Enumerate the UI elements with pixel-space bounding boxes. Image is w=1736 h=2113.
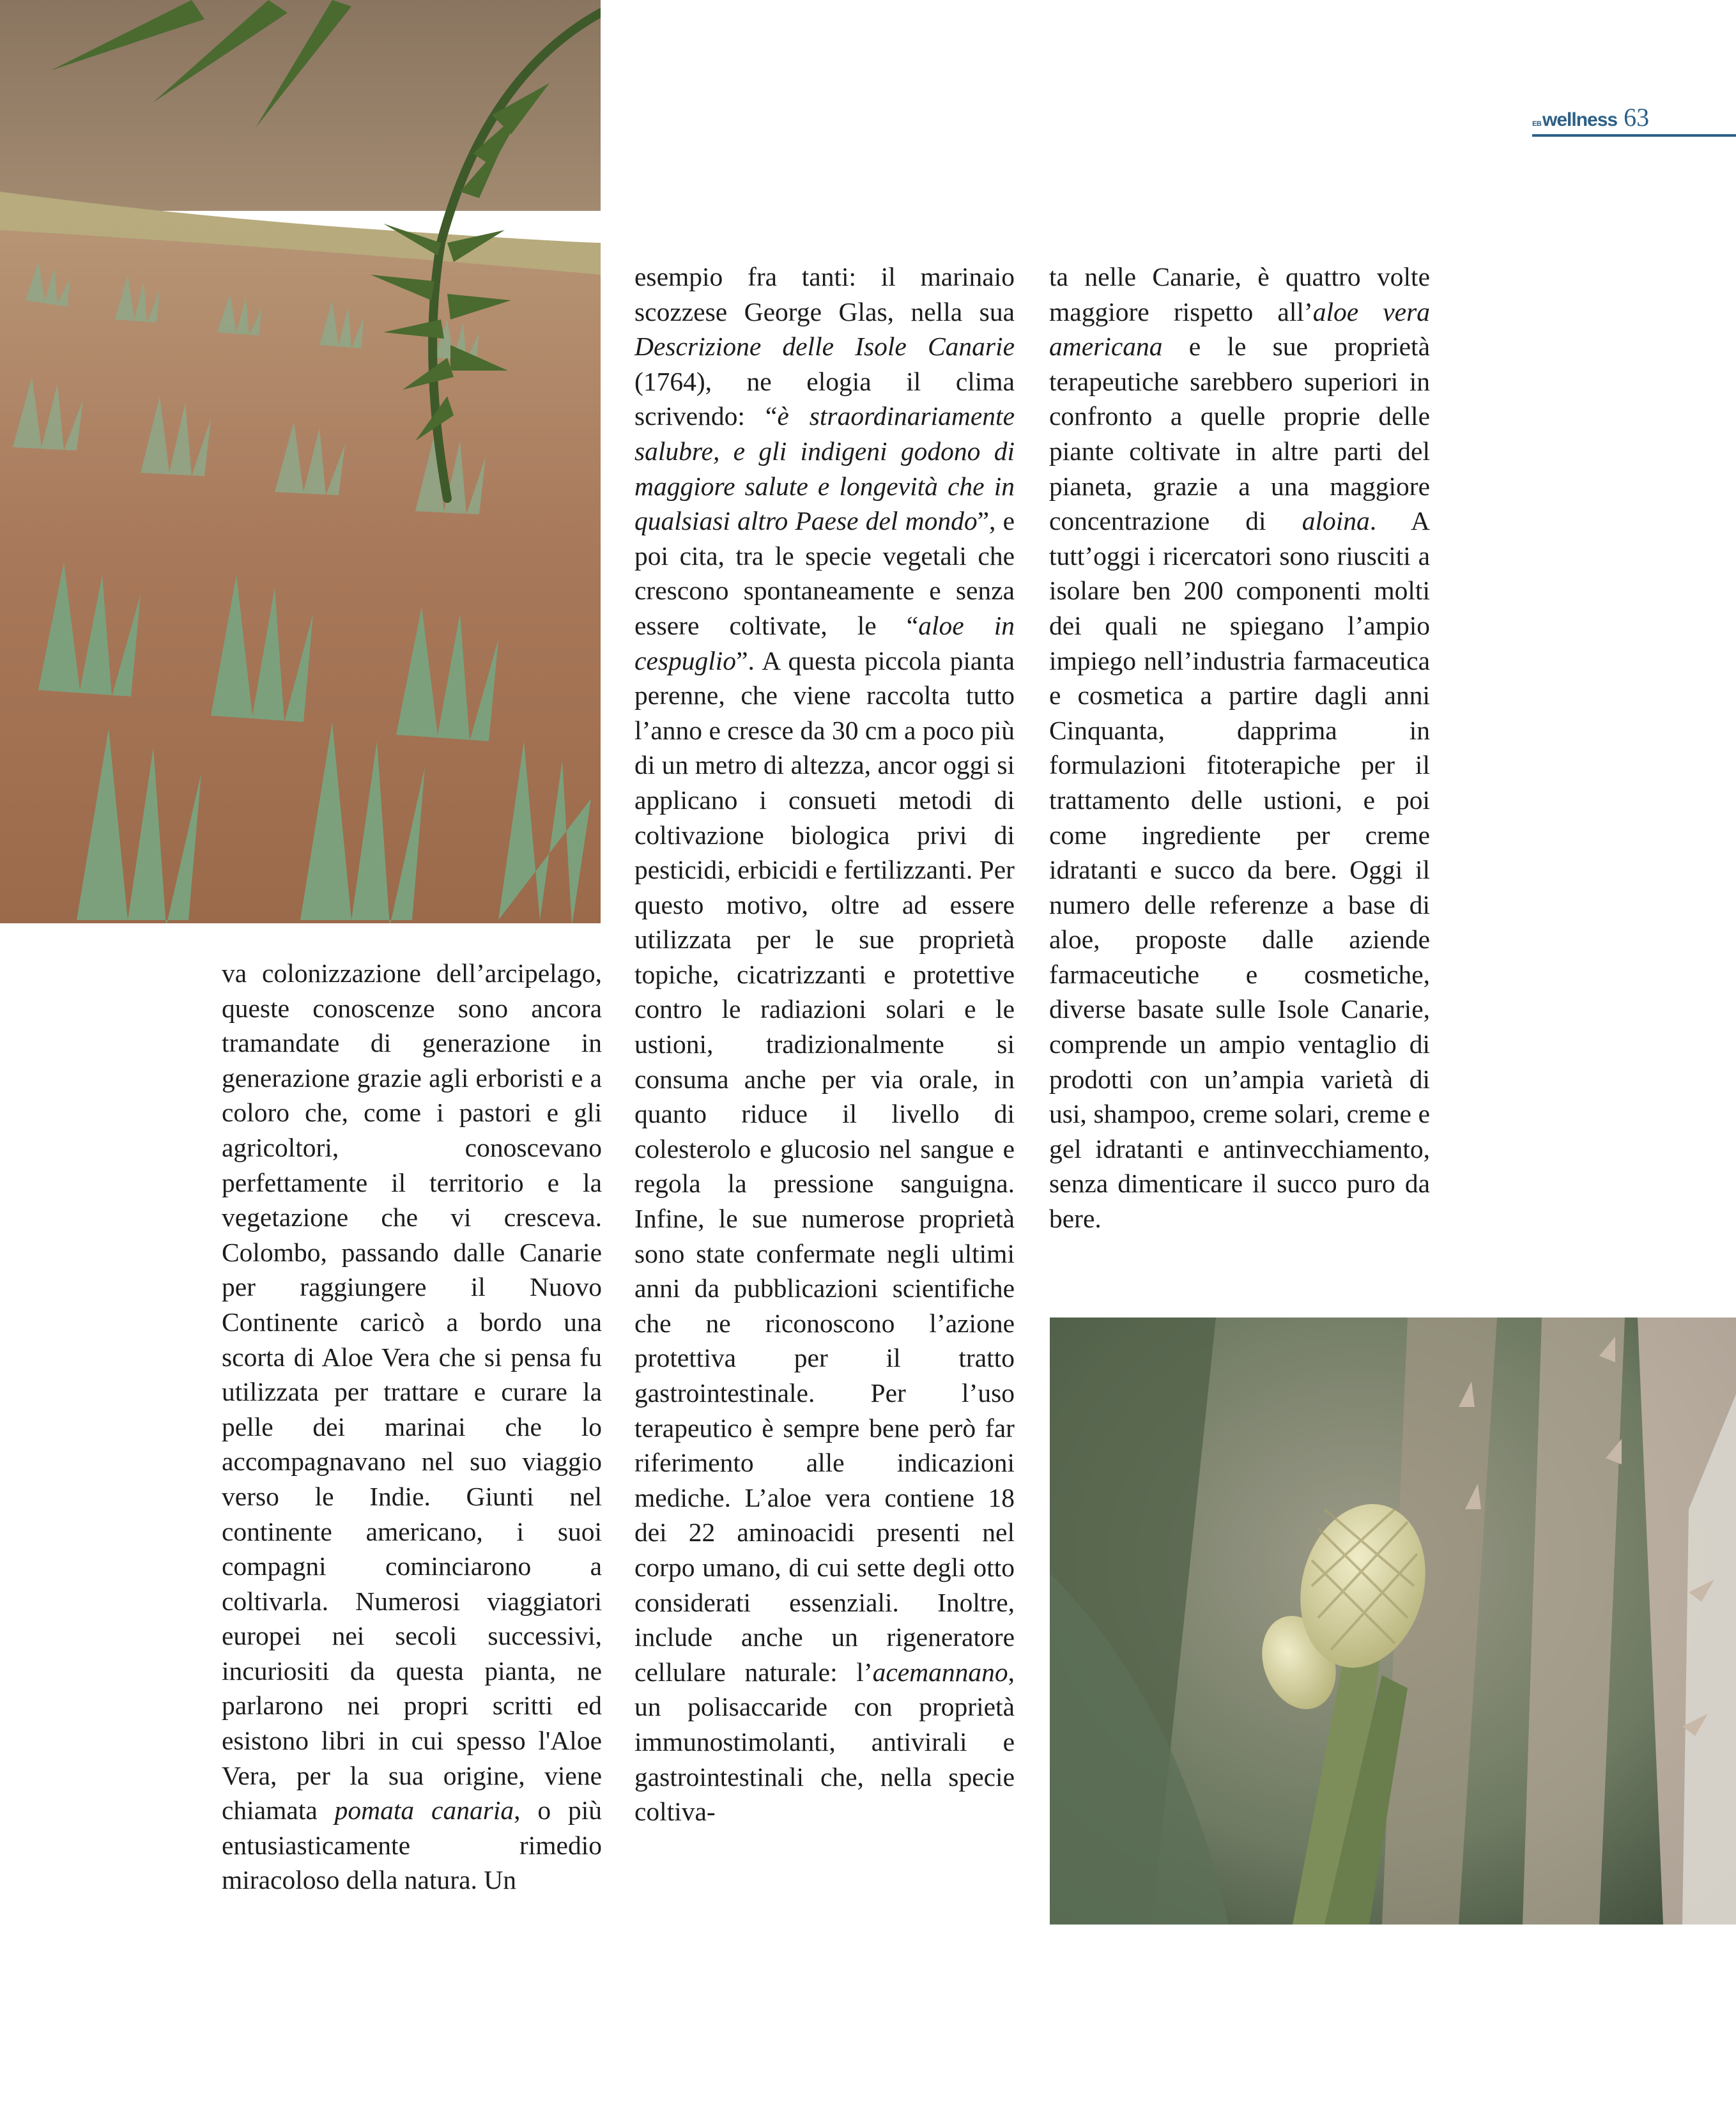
col3-italic-aloina: aloina <box>1302 506 1370 536</box>
col2-text-mid-1: (1764), ne elogia il clima scrivendo: “ <box>634 366 1015 431</box>
column-3-paragraph <box>1049 259 1430 1236</box>
magazine-logo <box>1532 109 1617 131</box>
logo-word: wellness <box>1542 109 1618 130</box>
aloe-field-photo <box>0 0 601 923</box>
col2-text-end: , un polisaccaride con proprietà immunostimolanti, antivirali e gastrointestinali che, nella specie coltiva- <box>634 1657 1015 1827</box>
col3-text-end: . A tutt’oggi i ricercatori sono riusciti a isolare ben 200 componenti molti dei quali ne spiegano l’ampio impiego nell’industria farmaceutica e cosmetica a partire dagli anni Cinquanta, dapprima in formulazioni fitoterapiche per il trattamento delle ustioni, e poi come ingrediente per creme idratanti e succo da bere. Oggi il numero delle referenze a base di aloe, proposte dalle aziende farmaceutiche e cosmetiche, diverse basate sulle Isole Canarie, comprende un ampio ventaglio di prodotti con un’ampia varietà di usi, shampoo, creme solari, creme e gel idratanti e antinvecchiamento, senza dimenticare il succo puro da bere. <box>1049 506 1430 1234</box>
col2-italic-aloe: aloe in cespuglio <box>634 610 1015 675</box>
text-column-3 <box>1049 259 1430 1236</box>
column-2-paragraph <box>634 259 1015 1829</box>
col2-text-start: esempio fra tanti: il marinaio scozzese George Glas, nella sua <box>634 262 1015 327</box>
column-1-paragraph <box>222 956 602 1898</box>
text-column-1 <box>222 956 602 1898</box>
header-rule <box>1532 134 1736 137</box>
col3-text-mid: e le sue proprietà terapeutiche sarebbero superiori in confronto a quelle proprie delle piante coltivate in altre parti del pianeta, grazie a una maggiore concentrazione di <box>1049 332 1431 536</box>
aloe-flower-bud-photo <box>1050 1318 1736 1925</box>
col3-italic-aloe-americana: aloe vera americana <box>1049 296 1430 362</box>
page-header <box>1532 102 1649 134</box>
col1-text-end: , o più entusiasticamente rimedio miracoloso della natura. Un <box>222 1795 603 1895</box>
col2-text-mid-2: ”, e poi cita, tra le specie vegetali che crescono spontaneamente e senza essere coltivate, le “ <box>634 506 1015 640</box>
text-column-2 <box>634 259 1015 1829</box>
col3-text-start: ta nelle Canarie, è quattro volte maggiore rispetto all’ <box>1049 262 1430 327</box>
col2-text-mid-3: ”. A questa piccola pianta perenne, che viene raccolta tutto l’anno e cresce da 30 cm a poco più di un metro di altezza, ancor oggi si applicano i consueti metodi di coltivazione biologica privi di pesticidi, erbicidi e fertilizzanti. Per questo motivo, oltre ad essere utilizzata per le sue proprietà topiche, cicatrizzanti e protettive contro le radiazioni solari e le ustioni, tradizionalmente si consuma anche per via orale, in quanto riduce il livello di colesterolo e glucosio nel sangue e regola la pressione sanguigna. Infine, le sue numerose proprietà sono state confermate negli ultimi anni da pubblicazioni scientifiche che ne riconoscono l’azione protettiva per il tratto gastrointestinale. Per l’uso terapeutico è sempre bene però far riferimento alle indicazioni mediche. L’aloe vera contiene 18 dei 22 aminoacidi presenti nel corpo umano, di cui sette degli otto considerati essenziali. Inoltre, include anche un rigeneratore cellulare naturale: l’ <box>634 645 1015 1687</box>
page-number: 63 <box>1624 103 1650 132</box>
col2-italic-acemannano: acemannano <box>872 1657 1008 1687</box>
col1-text: va colonizzazione dell’arcipelago, queste conoscenze sono ancora tramandate di generazione in generazione grazie agli erboristi e a coloro che, come i pastori e gli agricoltori, conoscevano perfettamente il territorio e la vegetazione che vi cresceva. Colombo, passando dalle Canarie per raggiungere il Nuovo Continente caricò a bordo una scorta di Aloe Vera che si pensa fu utilizzata per trattare e curare la pelle dei marinai che lo accompagnavano nel suo viaggio verso le Indie. Giunti nel continente americano, i suoi compagni cominciarono a coltivarla. Numerosi viaggiatori europei nei secoli successivi, incuriositi da questa pianta, ne parlarono nei propri scritti ed esistono libri in cui spesso l'Aloe Vera, per la sua origine, viene chiamata <box>222 958 602 1825</box>
col2-italic-title: Descrizione delle Isole Canarie <box>634 332 1015 362</box>
col2-italic-quote: è straordinariamente salubre, e gli indigeni godono di maggiore salute e longevità che in qualsiasi altro Paese del mondo <box>634 401 1015 536</box>
logo-prefix: EB <box>1532 120 1542 128</box>
col1-italic-pomata: pomata canaria <box>334 1795 514 1825</box>
